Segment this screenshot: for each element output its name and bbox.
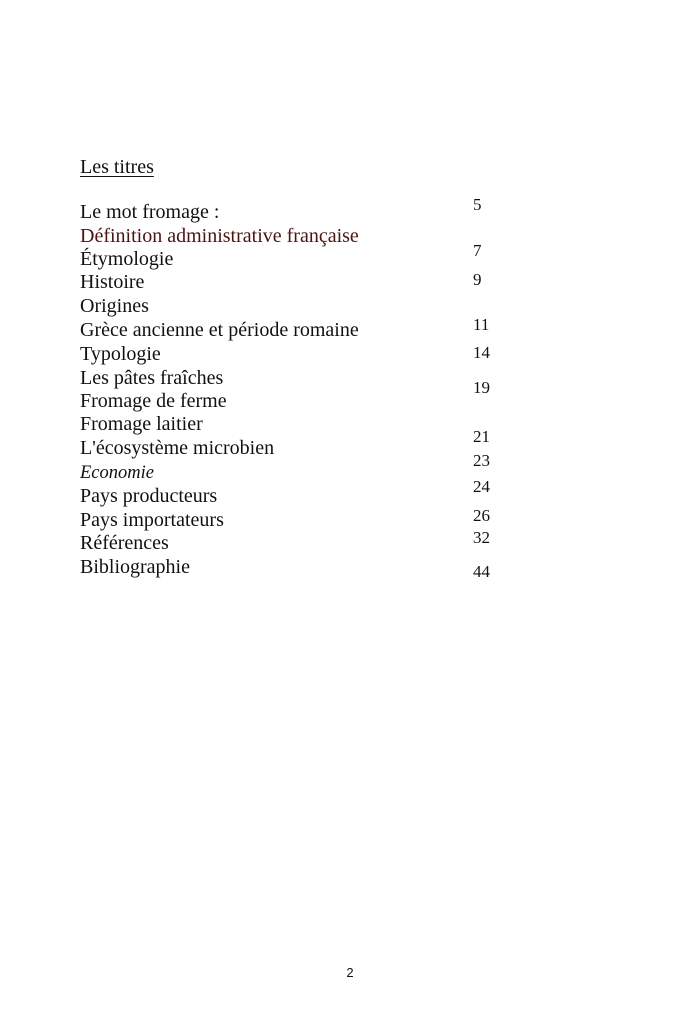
toc-entry: Pays producteurs [80,485,218,507]
toc-page-number: 19 [473,378,490,397]
toc-page-number: 44 [473,562,490,581]
toc-heading: Les titres [80,156,154,178]
toc-entry: Le mot fromage : [80,201,220,223]
toc-entry: Étymologie [80,248,174,270]
toc-page-number: 26 [473,506,490,525]
toc-page-number: 9 [473,270,482,289]
toc-page-number: 7 [473,241,482,260]
toc-entry: Les pâtes fraîches [80,367,224,389]
toc-entry: Origines [80,295,149,317]
toc-page-number: 21 [473,427,490,446]
toc-entry: Pays importateurs [80,509,224,531]
toc-entry: Histoire [80,271,145,293]
toc-page-number: 11 [473,315,490,334]
toc-page-number: 24 [473,477,490,496]
toc-page-number: 23 [473,451,490,470]
toc-entry: Grèce ancienne et période romaine [80,319,359,341]
toc-entry: Fromage de ferme [80,390,227,412]
toc-page-number: 14 [473,343,490,362]
toc-entry: Economie [80,463,154,483]
toc-entry: Références [80,532,169,554]
toc-entry: Fromage laitier [80,413,203,435]
toc-entry: Définition administrative française [80,225,359,247]
toc-entry: Bibliographie [80,556,190,578]
toc-page-number: 5 [473,195,482,214]
toc-entry: Typologie [80,343,161,365]
toc-entry: L'écosystème microbien [80,437,275,459]
toc-page-number: 32 [473,528,490,547]
footer-page-number: 2 [346,965,354,980]
